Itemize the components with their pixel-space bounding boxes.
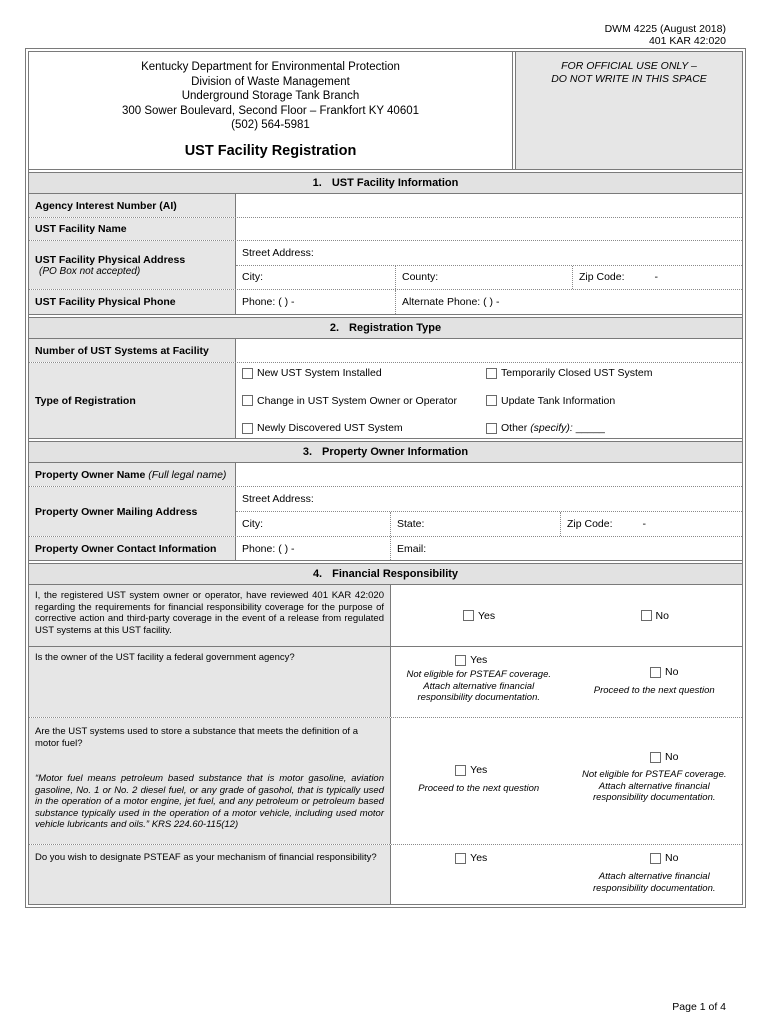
agency-interest-label: Agency Interest Number (AI): [29, 194, 236, 217]
checkbox-icon: [463, 610, 474, 621]
q4-no-col: [567, 845, 743, 904]
q3-no-note: Not eligible for PSTEAF coverage. Attach alternative financial responsibility documentation.: [581, 769, 727, 803]
section-facility-information: [29, 172, 742, 194]
registration-type-options: [236, 363, 742, 438]
financial-q3-text: [29, 718, 391, 844]
owner-phone-input[interactable]: Phone: ( ) -: [242, 542, 295, 555]
q2-yes-checkbox[interactable]: [455, 654, 487, 666]
facility-street-row: [236, 241, 742, 265]
facility-zip-input[interactable]: [572, 266, 742, 290]
facility-address-note: (PO Box not accepted): [39, 265, 141, 277]
owner-email-input[interactable]: Email:: [390, 537, 742, 560]
option-other-specify: (specify):: [530, 422, 573, 434]
financial-q4-answers: [391, 845, 742, 904]
financial-q2-text: Is the owner of the UST facility a federal government agency?: [29, 647, 391, 717]
facility-county-input[interactable]: County:: [395, 266, 572, 290]
facility-name-input[interactable]: [236, 218, 742, 240]
facility-name-label: UST Facility Name: [29, 218, 236, 240]
registration-type-label: Type of Registration: [29, 363, 236, 438]
branch-name: Underground Storage Tank Branch: [181, 90, 360, 103]
yes-label: Yes: [470, 852, 488, 864]
form-page: [25, 48, 746, 908]
facility-city-input[interactable]: City:: [242, 271, 263, 284]
owner-contact-row: [29, 537, 742, 561]
option-change-owner[interactable]: [242, 395, 486, 407]
facility-phone-input[interactable]: Phone: ( ) -: [242, 296, 295, 308]
option-new-installed[interactable]: [242, 367, 486, 379]
facility-zip-label: Zip Code:: [579, 271, 625, 284]
checkbox-icon: [486, 423, 497, 434]
checkbox-icon: [486, 395, 497, 406]
option-label: Change in UST System Owner or Operator: [257, 394, 457, 407]
checkbox-icon: [455, 655, 466, 666]
owner-contact-fields: [236, 537, 742, 560]
facility-phone-label: UST Facility Physical Phone: [29, 290, 236, 314]
checkbox-icon: [242, 368, 253, 379]
facility-street-input[interactable]: Street Address:: [242, 246, 314, 259]
agency-interest-row: [29, 194, 742, 218]
q2-yes-col: [391, 647, 567, 717]
q3-no-checkbox[interactable]: [650, 751, 678, 763]
checkbox-icon: [486, 368, 497, 379]
no-label: No: [665, 751, 679, 763]
facility-alt-phone-input[interactable]: Alternate Phone: ( ) -: [395, 290, 742, 314]
option-other[interactable]: [486, 422, 605, 434]
no-label: No: [655, 609, 669, 622]
option-label: Update Tank Information: [501, 394, 616, 407]
q2-no-note: Proceed to the next question: [593, 685, 715, 696]
checkbox-icon: [242, 395, 253, 406]
q1-no-col: [567, 585, 743, 646]
section-title: Financial Responsibility: [332, 568, 459, 580]
option-update-tank[interactable]: [486, 395, 615, 407]
form-code: [560, 23, 726, 47]
financial-q3-row: [29, 718, 742, 845]
q4-yes-checkbox[interactable]: [455, 852, 487, 864]
q3-yes-note: Proceed to the next question: [418, 783, 540, 794]
option-label: Temporarily Closed UST System: [501, 367, 653, 379]
owner-address-fields: [236, 487, 742, 536]
checkbox-icon: [242, 423, 253, 434]
facility-phone-subrow: [236, 290, 742, 314]
checkbox-icon: [641, 610, 652, 621]
agency-name: Kentucky Department for Environmental Protection: [141, 61, 400, 73]
owner-name-input[interactable]: [236, 463, 742, 486]
section-financial-responsibility: [29, 563, 742, 585]
q4-yes-col: [391, 845, 567, 904]
q3-yes-checkbox[interactable]: [455, 764, 487, 776]
owner-name-note: (Full legal name): [148, 469, 227, 481]
agency-interest-input[interactable]: [236, 194, 742, 217]
section-title: Property Owner Information: [322, 446, 469, 458]
financial-q1-text: I, the registered UST system owner or operator, have reviewed 401 KAR 42:020 regarding the requirements for financial responsibility coverage for the purpose of corrective action and third-party coverage in the event of a release from regulated UST systems at this UST facility.: [29, 585, 391, 646]
q1-no-checkbox[interactable]: [641, 610, 669, 622]
section-number: 4.: [312, 568, 323, 580]
division-name: Division of Waste Management: [191, 75, 350, 88]
yes-label: Yes: [470, 764, 488, 776]
owner-name-row: [29, 463, 742, 487]
systems-count-row: [29, 339, 742, 363]
financial-q1-answers: [391, 585, 742, 646]
checkbox-icon: [455, 765, 466, 776]
facility-address-title: UST Facility Physical Address: [35, 253, 186, 266]
yes-label: Yes: [478, 609, 496, 622]
financial-q3-answers: [391, 718, 742, 844]
form-body: [28, 51, 743, 905]
owner-zip-label: Zip Code:: [567, 518, 613, 530]
option-label: Other: [501, 422, 528, 434]
form-number: DWM 4225 (August 2018): [604, 23, 726, 35]
q2-yes-note: Not eligible for PSTEAF coverage. Attach alternative financial responsibility documentation.: [406, 669, 551, 703]
section-registration-type: [29, 317, 742, 339]
checkbox-icon: [650, 752, 661, 763]
agency-block: [29, 52, 513, 169]
option-newly-discovered[interactable]: [242, 422, 486, 434]
regulation-code: 401 KAR 42:020: [648, 35, 726, 47]
owner-address-row: [29, 487, 742, 537]
official-use-box: [515, 52, 742, 169]
q4-no-checkbox[interactable]: [650, 852, 678, 864]
checkbox-icon: [650, 667, 661, 678]
facility-phone-row: [29, 290, 742, 315]
financial-q2-answers: [391, 647, 742, 717]
financial-q1-row: [29, 585, 742, 647]
agency-phone: (502) 564-5981: [231, 119, 310, 132]
owner-name-label: [29, 463, 236, 486]
section-title: Registration Type: [349, 322, 442, 334]
section-property-owner: [29, 441, 742, 463]
owner-contact-label: Property Owner Contact Information: [29, 537, 236, 560]
no-label: No: [665, 666, 679, 678]
systems-count-input[interactable]: [236, 339, 742, 362]
motor-fuel-definition: “Motor fuel means petroleum based substance that is motor gasoline, aviation gasoline, No. 1 or No. 2 diesel fuel, or any grade of gasohol, that is typically used in the operation of a motor engine, jet fuel, and any petroleum or petroleum based substance typically used in the operation of a motor vehicle, including used motor vehicle lubricants and oils.” KRS 224.60-115(12): [35, 773, 384, 830]
owner-zip-input[interactable]: [560, 512, 742, 536]
agency-address: 300 Sower Boulevard, Second Floor – Frankfort KY 40601: [121, 104, 420, 117]
option-other-blank: _____: [575, 422, 605, 434]
owner-zip-dash: -: [642, 518, 647, 530]
owner-street-input[interactable]: Street Address:: [242, 493, 314, 505]
owner-state-input[interactable]: State:: [390, 512, 560, 536]
facility-address-fields: [236, 241, 742, 289]
registration-type-row: [29, 363, 742, 439]
facility-name-row: [29, 218, 742, 241]
facility-address-label: [29, 241, 236, 289]
facility-phone-fields: [236, 290, 742, 314]
checkbox-icon: [650, 853, 661, 864]
owner-street-row: [236, 487, 742, 511]
section-number: 2.: [329, 322, 340, 334]
page-number: Page 1 of 4: [672, 1001, 726, 1013]
financial-q2-row: [29, 647, 742, 718]
form-header: [29, 52, 742, 170]
page-title: UST Facility Registration: [184, 142, 357, 159]
facility-address-row: [29, 241, 742, 290]
financial-q4-row: [29, 845, 742, 904]
q3-yes-col: [391, 718, 567, 844]
checkbox-icon: [455, 853, 466, 864]
yes-label: Yes: [470, 654, 488, 666]
facility-city-row: [236, 265, 742, 290]
owner-city-row: [236, 511, 742, 536]
owner-address-label: Property Owner Mailing Address: [29, 487, 236, 536]
option-label: Newly Discovered UST System: [257, 422, 403, 434]
option-temp-closed[interactable]: [486, 367, 653, 379]
q4-no-note: Attach alternative financial responsibility documentation.: [592, 871, 716, 894]
financial-q4-text: Do you wish to designate PSTEAF as your mechanism of financial responsibility?: [29, 845, 391, 904]
no-label: No: [665, 852, 679, 864]
owner-contact-subrow: [236, 537, 742, 560]
section-title: UST Facility Information: [331, 177, 459, 189]
official-use-line2: DO NOT WRITE IN THIS SPACE: [551, 72, 707, 85]
owner-name-title: Property Owner Name: [35, 469, 146, 481]
q2-no-checkbox[interactable]: [650, 666, 678, 678]
facility-zip-dash: -: [654, 271, 659, 284]
systems-count-label: Number of UST Systems at Facility: [29, 339, 236, 362]
q1-yes-col: [391, 585, 567, 646]
option-label: New UST System Installed: [257, 367, 382, 379]
section-number: 1.: [312, 177, 322, 189]
q3-no-col: [567, 718, 743, 844]
owner-city-input[interactable]: City:: [242, 518, 263, 530]
q1-yes-checkbox[interactable]: [463, 610, 495, 622]
financial-q3-question: Are the UST systems used to store a substance that meets the definition of a motor fuel?: [35, 726, 358, 749]
section-number: 3.: [302, 446, 313, 458]
q2-no-col: [567, 647, 743, 717]
official-use-line1: FOR OFFICIAL USE ONLY –: [561, 60, 697, 72]
